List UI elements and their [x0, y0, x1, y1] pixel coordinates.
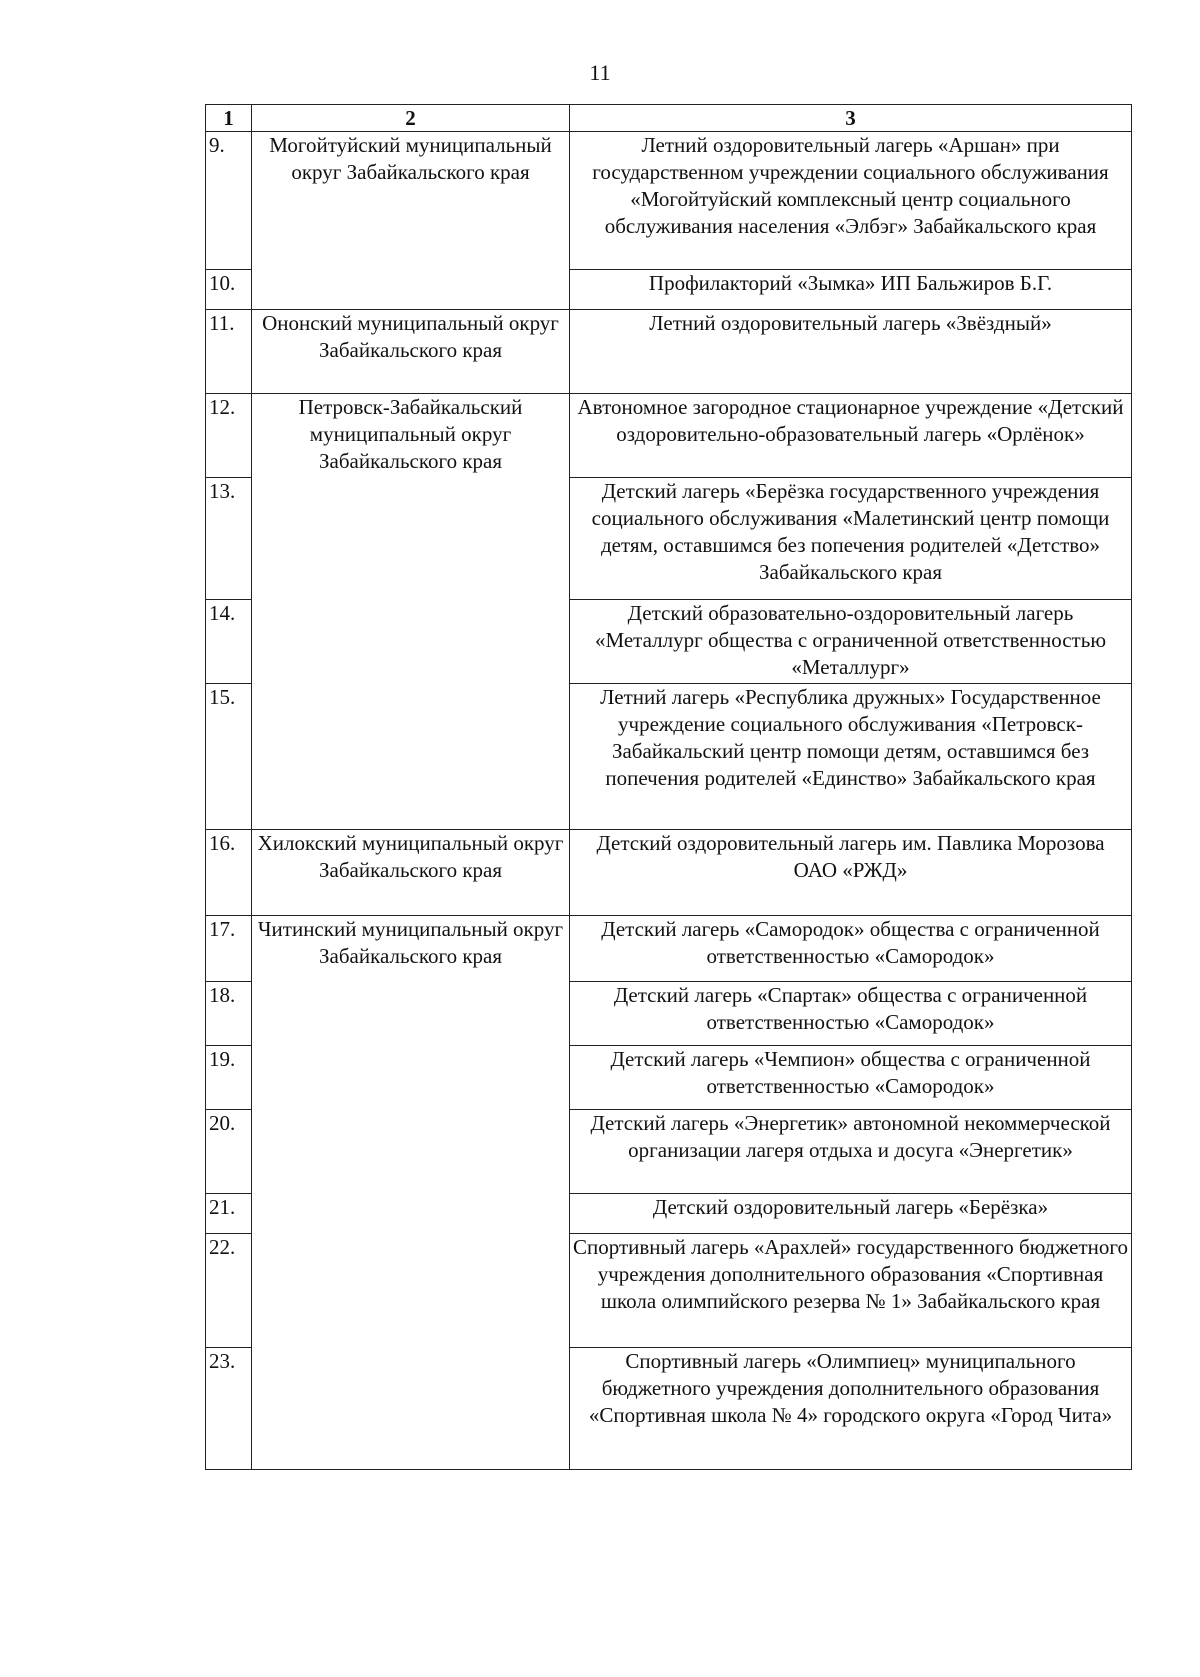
row-number: 14. [206, 600, 252, 684]
camp-cell: Автономное загородное стационарное учреждение «Детский оздоровительно-образовательный лагерь «Орлёнок» [570, 394, 1132, 478]
header-col-1: 1 [206, 105, 252, 132]
row-number: 12. [206, 394, 252, 478]
camp-cell: Летний оздоровительный лагерь «Звёздный» [570, 310, 1132, 394]
district-cell: Петровск-Забайкальский муниципальный округ Забайкальского края [252, 394, 570, 830]
row-number: 11. [206, 310, 252, 394]
row-number: 10. [206, 270, 252, 310]
camp-cell: Спортивный лагерь «Олимпиец» муниципального бюджетного учреждения дополнительного образования «Спортивная школа № 4» городского округа «Город Чита» [570, 1348, 1132, 1470]
camp-cell: Детский образовательно-оздоровительный лагерь «Металлург общества с ограниченной ответственностью «Металлург» [570, 600, 1132, 684]
row-number: 22. [206, 1234, 252, 1348]
page-number: 11 [589, 60, 611, 85]
table-row [206, 132, 1132, 270]
district-cell: Могойтуйский муниципальный округ Забайкальского края [252, 132, 570, 310]
district-cell: Хилокский муниципальный округ Забайкальского края [252, 830, 570, 916]
camp-cell: Детский лагерь «Спартак» общества с ограниченной ответственностью «Самородок» [570, 982, 1132, 1046]
camps-table [205, 104, 1132, 1470]
camp-cell: Детский оздоровительный лагерь им. Павлика Морозова ОАО «РЖД» [570, 830, 1132, 916]
camp-cell: Детский лагерь «Чемпион» общества с ограниченной ответственностью «Самородок» [570, 1046, 1132, 1110]
row-number: 23. [206, 1348, 252, 1470]
header-col-2: 2 [252, 105, 570, 132]
camp-cell: Летний оздоровительный лагерь «Аршан» при государственном учреждении социального обслуживания «Могойтуйский комплексный центр социального обслуживания населения «Элбэг» Забайкальского края [570, 132, 1132, 270]
row-number: 9. [206, 132, 252, 270]
district-cell: Читинский муниципальный округ Забайкальского края [252, 916, 570, 1470]
table-row [206, 394, 1132, 478]
camp-cell: Детский оздоровительный лагерь «Берёзка» [570, 1194, 1132, 1234]
camp-cell: Детский лагерь «Энергетик» автономной некоммерческой организации лагеря отдыха и досуга «Энергетик» [570, 1110, 1132, 1194]
row-number: 16. [206, 830, 252, 916]
table-row [206, 310, 1132, 394]
row-number: 21. [206, 1194, 252, 1234]
camp-cell: Детский лагерь «Берёзка государственного учреждения социального обслуживания «Малетинский центр помощи детям, оставшимся без попечения родителей «Детство» Забайкальского края [570, 478, 1132, 600]
row-number: 15. [206, 684, 252, 830]
header-col-3: 3 [570, 105, 1132, 132]
row-number: 13. [206, 478, 252, 600]
district-cell: Ононский муниципальный округ Забайкальского края [252, 310, 570, 394]
table-row [206, 830, 1132, 916]
table-row [206, 916, 1132, 982]
row-number: 18. [206, 982, 252, 1046]
camp-cell: Детский лагерь «Самородок» общества с ограниченной ответственностью «Самородок» [570, 916, 1132, 982]
row-number: 20. [206, 1110, 252, 1194]
table-header-row [206, 105, 1132, 132]
camp-cell: Спортивный лагерь «Арахлей» государственного бюджетного учреждения дополнительного образования «Спортивная школа олимпийского резерва № 1» Забайкальского края [570, 1234, 1132, 1348]
row-number: 17. [206, 916, 252, 982]
camp-cell: Профилакторий «Зымка» ИП Бальжиров Б.Г. [570, 270, 1132, 310]
row-number: 19. [206, 1046, 252, 1110]
camp-cell: Летний лагерь «Республика дружных» Государственное учреждение социального обслуживания «Петровск-Забайкальский центр помощи детям, оставшимся без попечения родителей «Единство» Забайкальского края [570, 684, 1132, 830]
